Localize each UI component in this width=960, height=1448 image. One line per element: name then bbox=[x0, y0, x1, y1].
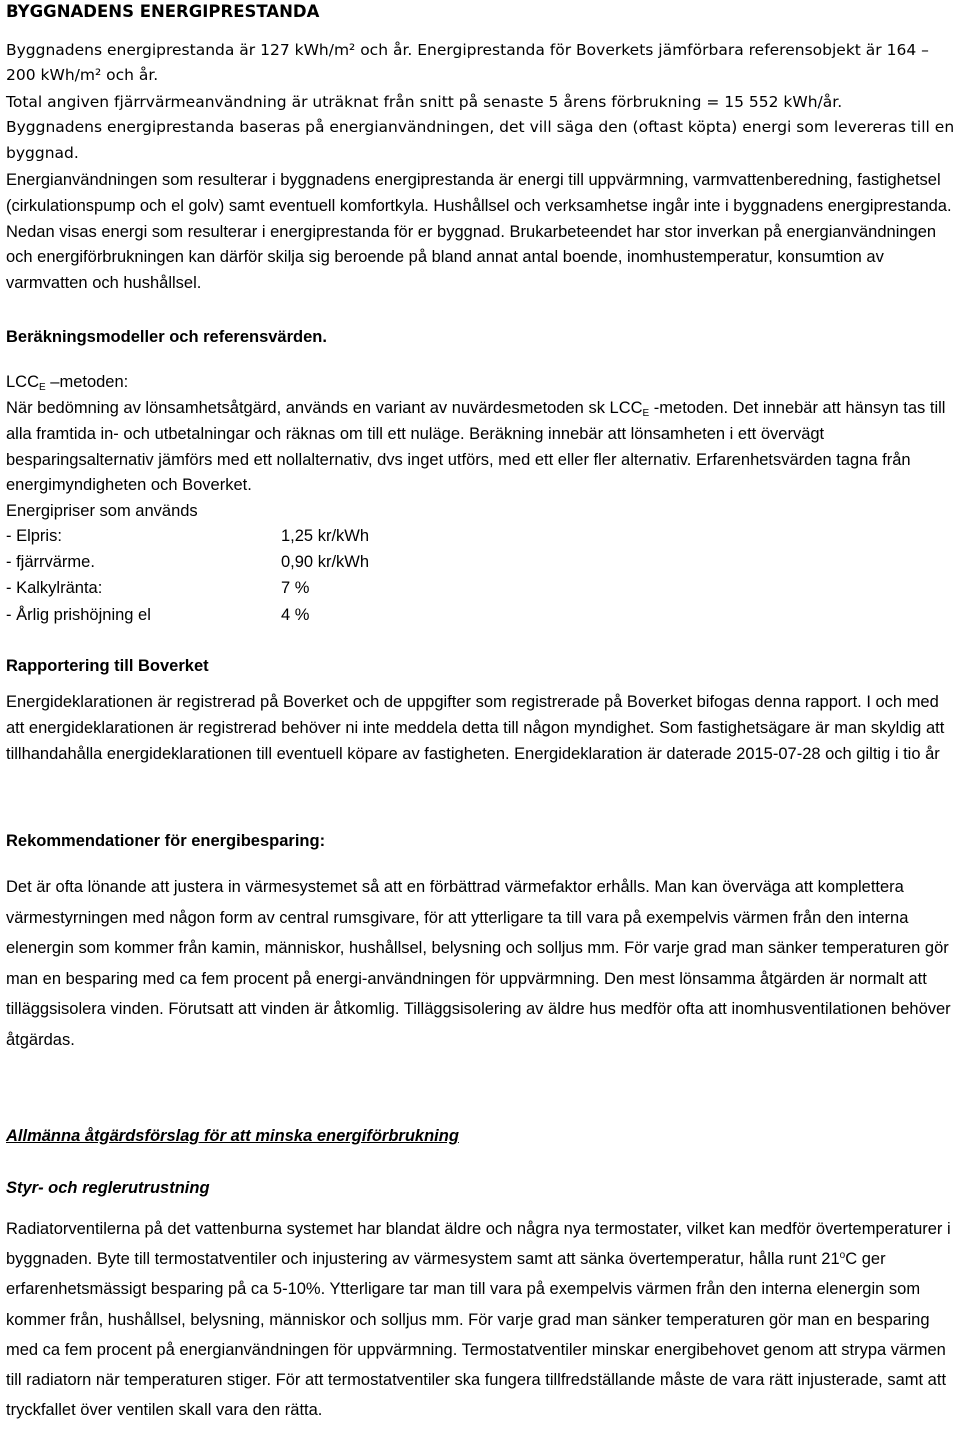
lcc-paragraph bbox=[6, 396, 956, 499]
energy-prices-heading: Energipriser som används bbox=[6, 502, 198, 520]
energy-performance-text: Byggnadens energiprestanda är 127 kWh/m² och år. Energiprestanda för Boverkets jämförbara referensobjekt är 164 – 200 kWh/m² och år. bbox=[6, 41, 929, 84]
calc-models-heading: Beräkningsmodeller och referensvärden. bbox=[6, 328, 327, 346]
lcc-prefix: LCC bbox=[6, 373, 40, 391]
lcc-text-rest: -metoden. Det innebär att hänsyn tas till alla framtida in- och utbetalningar och räknas om till ett nuläge. Beräkning innebär att lönsamheten i ett övervägt besparingsalternativ jämförs med ett nollalternativ, dvs inget utförs, med ett eller fler alternativ. Erfarenhetsvärden tagna från energimyndigheten och Boverket. bbox=[6, 399, 946, 495]
recommendations-heading: Rekommendationer för energibesparing: bbox=[6, 832, 326, 850]
price-label: - Årlig prishöjning el bbox=[6, 606, 151, 624]
price-label: - fjärrvärme. bbox=[6, 553, 95, 571]
general-measures-heading: Allmänna åtgärdsförslag för att minska energiförbrukning bbox=[6, 1127, 459, 1145]
lcc-heading bbox=[6, 371, 956, 393]
lcc-text-start: När bedömning av lönsamhetsåtgärd, används en variant av nuvärdesmetoden sk LCC bbox=[6, 399, 643, 417]
document-title: BYGGNADENS ENERGIPRESTANDA bbox=[6, 2, 320, 21]
district-heating-text: Total angiven fjärrvärmeanvändning är uträknat från snitt på senaste 5 årens förbrukning = 15 552 kWh/år. bbox=[6, 93, 843, 111]
control-equipment-text bbox=[6, 1214, 956, 1425]
energy-basis-text: Byggnadens energiprestanda baseras på energianvändningen, det vill säga den (oftast köpta) energi som levereras till en byggnad. bbox=[6, 118, 955, 162]
price-label: - Kalkylränta: bbox=[6, 579, 103, 597]
control-equipment-heading: Styr- och reglerutrustning bbox=[6, 1179, 210, 1197]
report-text: Energideklarationen är registrerad på Boverket och de uppgifter som registrerade på Boverket bifogas denna rapport. I och med att energideklarationen är registrerad behöver ni inte meddela detta till någon myndighet. Som fastighetsägare är man skyldig att tillhandahålla energideklarationen till eventuell köpare av fastigheten. Energideklaration är daterade 2015-07-28 och giltig i tio år bbox=[6, 693, 945, 763]
control-text-a: Radiatorventilerna på det vattenburna systemet har blandat äldre och några nya termostater, vilket kan medför övertemperaturer i byggnaden. Byte till termostatventiler och injustering av värmesystem samt att sänka övertemperatur, hålla runt 21 bbox=[6, 1220, 951, 1269]
price-value: 1,25 kr/kWh bbox=[281, 527, 370, 545]
energy-usage-text: Energianvändningen som resulterar i byggnadens energiprestanda är energi till uppvärmning, varmvattenberedning, fastighetsel (cirkulationspump och el golv) samt eventuell komfortkyla. Hushållsel och verksamhetse ingår inte i byggnadens energiprestanda. Nedan visas energi som resulterar i energiprestanda för er byggnad. Brukarbeteendet har stor inverkan på energianvändningen och energiförbrukningen kan därför skilja sig beroende på bland annat antal boende, inomhustemperatur, konsumtion av varmvatten och hushållsel. bbox=[6, 171, 952, 293]
price-value: 7 % bbox=[281, 579, 310, 597]
report-heading: Rapportering till Boverket bbox=[6, 657, 209, 675]
price-value: 0,90 kr/kWh bbox=[281, 553, 370, 571]
lcc-text-subscript: E bbox=[642, 408, 650, 419]
lcc-suffix: –metoden: bbox=[45, 373, 129, 391]
price-label: - Elpris: bbox=[6, 527, 62, 545]
control-text-b: C ger erfarenhetsmässigt besparing på ca 5-10%. Ytterligare tar man till vara på exempelvis värmen från den interna elenergin som kommer från, hushållsel, belysning, människor och solljus mm. För varje grad man sänker temperaturen gör man en besparing med ca fem procent på energianvändningen för uppvärmning. Termostatventiler minskar energibehovet genom att strypa värmen till radiatorn när temperaturen stiger. För att termostatventiler ska fungera tillfredställande måste de vara rätt injusterade, samt att tryckfallet över ventilen skall vara den rätta. bbox=[6, 1250, 947, 1420]
price-value: 4 % bbox=[281, 606, 310, 624]
energy-prices-list bbox=[6, 525, 956, 635]
degree-superscript: o bbox=[839, 1250, 846, 1262]
lcc-subscript: E bbox=[39, 382, 46, 393]
recommendations-text: Det är ofta lönande att justera in värmesystemet så att en förbättrad värmefaktor erhålls. Man kan överväga att komplettera värmestyrningen med någon form av central rumsgivare, för att ytterligare ta till vara på exempelvis värmen från den interna elenergin som kommer från kamin, människor, hushållsel, belysning och solljus mm. För varje grad man sänker temperaturen gör man en besparing med ca fem procent på energi-användningen för uppvärmning. Den mest lönsamma åtgärden är normalt att tilläggsisolera vinden. Förutsatt att vinden är åtkomlig. Tilläggsisolering av äldre hus medför ofta att inomhusventilationen behöver åtgärdas. bbox=[6, 878, 951, 1049]
